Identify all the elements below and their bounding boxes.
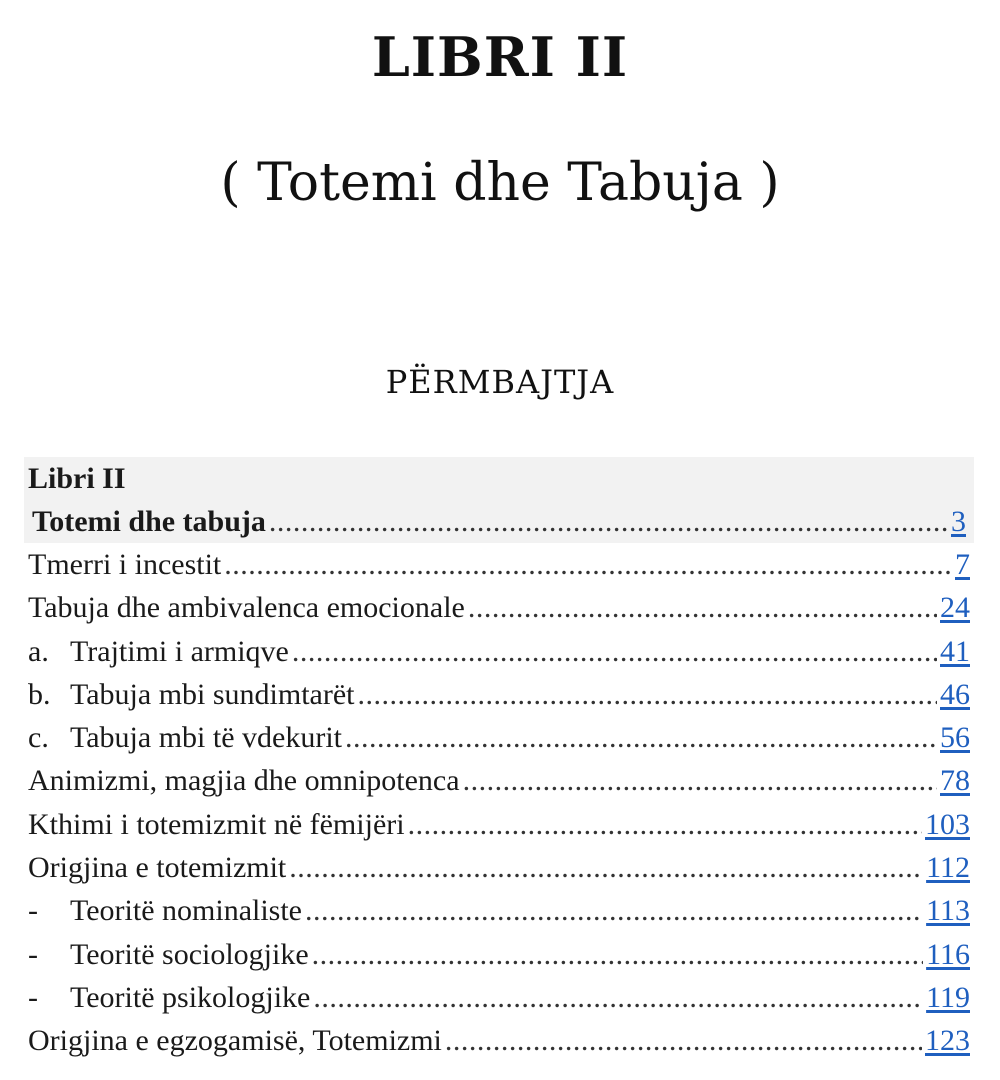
toc-leader-dots [345,716,937,759]
toc-leader-dots [305,889,923,932]
toc-entry-label: Origjina e totemizmit [28,851,287,885]
toc-entry-label: Totemi dhe tabuja [32,505,266,538]
toc-volume-block [24,457,974,543]
toc-leader-dots [224,543,952,586]
toc-entry-label: Kthimi i totemizmit në fëmijëri [28,807,405,841]
toc-volume-label: Libri II [28,462,126,495]
toc-leader-dots [313,976,923,1019]
toc-entry [24,933,974,976]
toc-leader-dots [292,630,937,673]
toc-page-link[interactable]: 116 [926,937,970,971]
toc-page-link[interactable]: 113 [926,894,970,928]
toc-leader-dots [312,933,923,976]
toc-entry-label: Tmerri i incestit [28,548,222,581]
toc-entry-label: b. Tabuja mbi sundimtarët [28,673,355,716]
toc-page-link[interactable]: 78 [940,764,970,798]
toc-entry [24,543,974,586]
toc-page-link[interactable]: 112 [926,851,970,885]
toc-leader-dots [468,586,937,629]
toc-page-link[interactable]: 41 [940,634,970,668]
toc-entry-marker: - [28,980,38,1014]
toc-entry [24,803,974,846]
toc-leader-dots [269,500,948,543]
toc-entry-label: - Teoritë sociologjike [28,933,309,976]
toc-page-link[interactable]: 123 [925,1024,970,1058]
toc-page-link[interactable]: 3 [951,505,966,538]
toc-entry-marker: - [28,894,38,928]
toc-page-link[interactable]: 7 [955,548,970,581]
toc-entry [24,889,974,932]
book-title: LIBRI II [371,25,629,89]
toc-leader-dots [408,803,922,846]
toc-entry [24,846,974,889]
book-subtitle: ( Totemi dhe Tabuja ) [220,153,780,213]
toc-entry-label: Origjina e egzogamisë, Totemizmi [28,1024,442,1058]
toc-entry-label: Animizmi, magjia dhe omnipotenca [28,764,460,798]
toc-entry-marker: c. [28,721,49,755]
toc-leader-dots [289,846,923,889]
toc-entry-label: - Teoritë nominaliste [28,889,302,932]
toc-entry-marker: b. [28,677,51,711]
toc-main-entry [28,500,970,543]
toc-entry-label: c. Tabuja mbi të vdekurit [28,716,342,759]
toc-leader-dots [463,759,937,802]
toc-leader-dots [445,1019,922,1062]
toc-entry [24,586,974,629]
toc-entry [24,716,974,759]
table-of-contents [24,457,974,1063]
toc-entry-marker: a. [28,634,49,668]
toc-entry-marker: - [28,937,38,971]
toc-entry [24,673,974,716]
toc-heading: PËRMBAJTJA [385,363,615,401]
toc-entry [24,630,974,673]
toc-page-link[interactable]: 24 [940,591,970,625]
toc-entry-label: Tabuja dhe ambivalenca emocionale [28,591,465,625]
toc-entry [24,976,974,1019]
toc-page-link[interactable]: 103 [925,807,970,841]
toc-entry-label: a. Trajtimi i armiqve [28,630,289,673]
toc-entry [24,759,974,802]
toc-entry [24,1019,974,1062]
toc-page-link[interactable]: 46 [940,677,970,711]
toc-entry-label: - Teoritë psikologjike [28,976,310,1019]
toc-page-link[interactable]: 119 [926,980,970,1014]
toc-page-link[interactable]: 56 [940,721,970,755]
toc-leader-dots [358,673,937,716]
